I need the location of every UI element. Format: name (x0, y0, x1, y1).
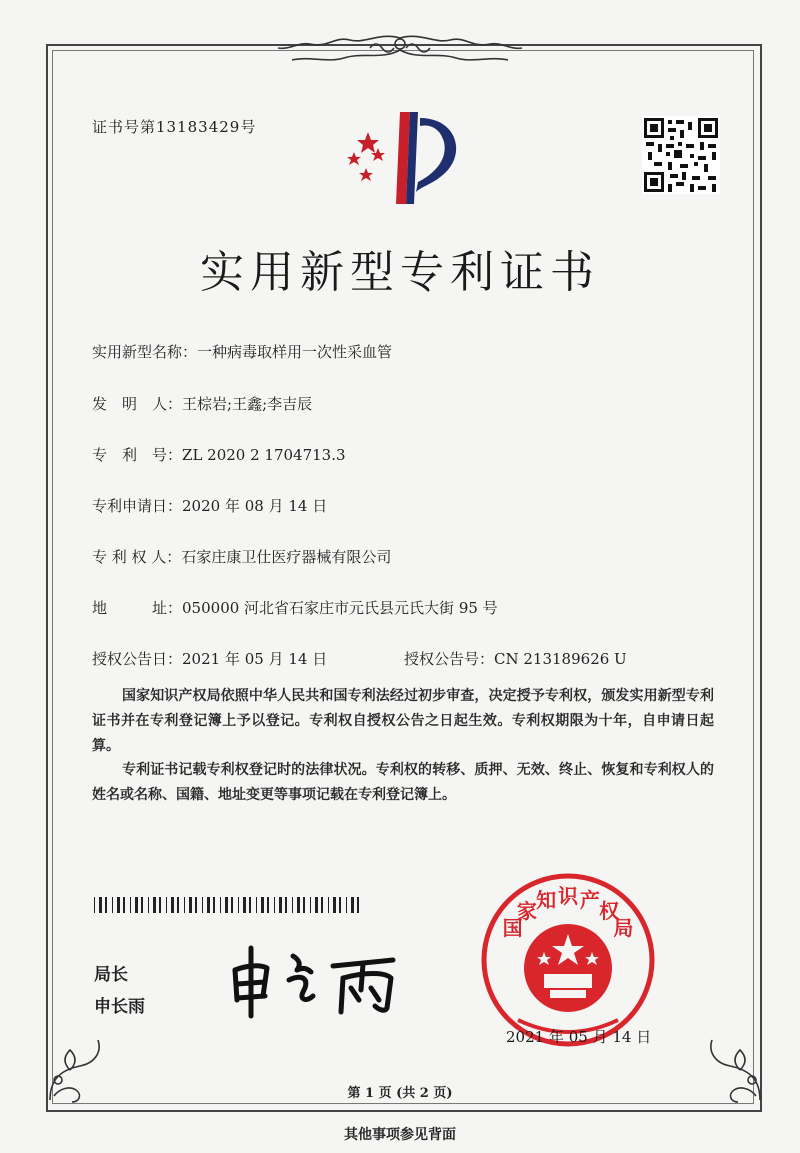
barcode-bar (195, 897, 197, 913)
barcode-bar (231, 897, 233, 913)
barcode-bar (117, 897, 120, 913)
top-ornament-icon (270, 30, 530, 70)
barcode-bar (274, 897, 275, 913)
field-value: 2020 年 08 月 14 日 (182, 497, 328, 515)
barcode-bar (292, 897, 293, 913)
legal-paragraph-2: 专利证书记载专利权登记时的法律状况。专利权的转移、质押、无效、终止、恢复和专利权人的姓名或名称、国籍、地址变更等事项记载在专利登记簿上。 (92, 762, 714, 803)
barcode-bar (279, 897, 282, 913)
barcode-bar (267, 897, 269, 913)
barcode-bar (123, 897, 125, 913)
field-announce-number (404, 648, 627, 669)
barcode-bar (177, 897, 179, 913)
certificate-title: 实用新型专利证书 (200, 247, 600, 298)
field-filing-date (92, 495, 327, 516)
field-patentee (92, 546, 391, 567)
barcode-bar (328, 897, 329, 913)
field-label: 发 明 人： (92, 395, 183, 413)
field-label: 授权公告日： (92, 650, 183, 668)
director-title: 局长 (94, 965, 128, 985)
field-label: 实用新型名称： (92, 343, 198, 361)
barcode-bar (135, 897, 138, 913)
field-label: 专 利 号： (92, 446, 183, 464)
barcode-bar (249, 897, 251, 913)
barcode-bar (148, 897, 149, 913)
seal-text: 国家知识产权局 (502, 884, 634, 940)
barcode-bar (112, 897, 113, 913)
barcode-bar (166, 897, 167, 913)
field-value: 一种病毒取样用一次性采血管 (197, 343, 393, 361)
field-address (92, 597, 498, 618)
field-label: 专利申请日： (92, 497, 183, 515)
barcode-bar (141, 897, 143, 913)
barcode-bar (346, 897, 347, 913)
field-announce-date (92, 648, 327, 669)
field-value: CN 213189626 U (494, 650, 627, 668)
barcode-bar (321, 897, 323, 913)
barcode-bar (339, 897, 341, 913)
barcode-bar (184, 897, 185, 913)
barcode-bar (315, 897, 318, 913)
barcode-bar (310, 897, 311, 913)
barcode-bar (130, 897, 131, 913)
barcode-bar (225, 897, 228, 913)
cnipa-emblem-icon (338, 112, 470, 212)
barcode-bar (105, 897, 107, 913)
barcode-bar (153, 897, 156, 913)
barcode-bar (159, 897, 161, 913)
barcode-bar (213, 897, 215, 913)
barcode-bar (207, 897, 210, 913)
barcode-bar (220, 897, 221, 913)
seal-date: 2021 年 05 月 14 日 (506, 1028, 652, 1046)
field-value: 2021 年 05 月 14 日 (182, 650, 328, 668)
barcode-icon (94, 897, 364, 913)
footer-note: 其他事项参见背面 (344, 1127, 456, 1143)
legal-paragraph-1: 国家知识产权局依照中华人民共和国专利法经过初步审查，决定授予专利权，颁发实用新型专利证书并在专利登记簿上予以登记。专利权自授权公告之日起生效。专利权期限为十年，自申请日起算。 (92, 688, 714, 754)
barcode-bar (243, 897, 246, 913)
barcode-bar (99, 897, 102, 913)
director-signature-icon (215, 930, 415, 1020)
page-indicator: 第 1 页 (共 2 页) (347, 1086, 453, 1101)
certificate-number: 证书号第13183429号 (92, 118, 257, 136)
official-seal-icon (478, 870, 658, 1050)
barcode-bar (238, 897, 239, 913)
barcode-bar (297, 897, 300, 913)
barcode-bar (261, 897, 264, 913)
field-value: 石家庄康卫仕医疗器械有限公司 (181, 548, 392, 566)
field-inventors (92, 393, 312, 414)
barcode-bar (202, 897, 203, 913)
barcode-bar (256, 897, 257, 913)
field-label: 地 址： (92, 599, 183, 617)
barcode-bar (189, 897, 192, 913)
field-label: 授权公告号： (404, 650, 495, 668)
field-value: ZL 2020 2 1704713.3 (182, 446, 346, 464)
barcode-bar (351, 897, 354, 913)
barcode-bar (303, 897, 305, 913)
field-value: 050000 河北省石家庄市元氏县元氏大街 95 号 (182, 599, 498, 617)
barcode-bar (285, 897, 287, 913)
field-value: 王棕岩;王鑫;李吉辰 (182, 395, 313, 413)
field-patent-number (92, 444, 346, 465)
barcode-bar (94, 897, 95, 913)
field-label: 专 利 权 人： (92, 548, 182, 566)
barcode-bar (357, 897, 359, 913)
qr-code-icon (642, 116, 720, 194)
director-name: 申长雨 (94, 997, 145, 1017)
barcode-bar (171, 897, 174, 913)
barcode-bar (333, 897, 336, 913)
field-utility-model-name (92, 341, 392, 362)
